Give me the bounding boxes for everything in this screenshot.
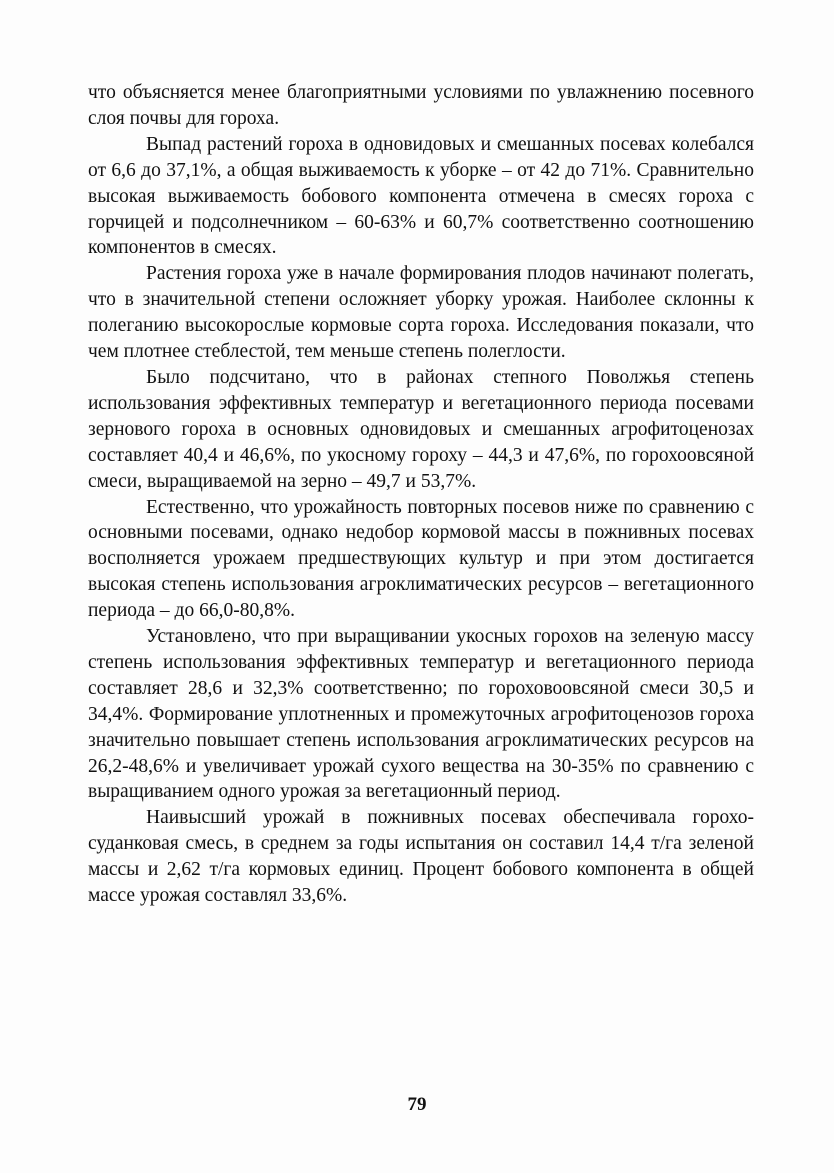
paragraph-3: Растения гороха уже в начале формирования плодов начинают полегать, что в значительной степени осложняет уборку урожая. Наиболее склонны к полеганию высокорослые кормовые сорта гороха. Исследования показали, что чем плотнее стеблестой, тем меньше степень полеглости. bbox=[88, 263, 754, 363]
paragraph-1: что объясняется менее благоприятными условиями по увлажнению посевного слоя почвы для гороха. bbox=[88, 82, 754, 129]
paragraph-2: Выпад растений гороха в одновидовых и смешанных посевах колебался от 6,6 до 37,1%, а общая выживаемость к уборке – от 42 до 71%. Сравнительно высокая выживаемость бобового компонента отмечена в смесях гороха с горчицей и подсолнечником – 60-63% и 60,7% соответственно соотношению компонентов в смесях. bbox=[88, 133, 754, 259]
page-number: 79 bbox=[407, 1094, 427, 1115]
paragraph-7: Наивысший урожай в пожнивных посевах обеспечивала горохо-суданковая смесь, в среднем за годы испытания он составил 14,4 т/га зеленой массы и 2,62 т/га кормовых единиц. Процент бобового компонента в общей массе урожая составлял 33,6%. bbox=[88, 807, 754, 907]
paragraph-4: Было подсчитано, что в районах степного Поволжья степень использования эффективных температур и вегетационного периода посевами зернового гороха в основных одновидовых и смешанных агрофитоценозах составляет 40,4 и 46,6%, по укосному гороху – 44,3 и 47,6%, по горохоовсяной смеси, выращиваемой на зерно – 49,7 и 53,7%. bbox=[88, 366, 754, 492]
paragraph-6: Установлено, что при выращивании укосных горохов на зеленую массу степень использования эффективных температур и вегетационного периода составляет 28,6 и 32,3% соответственно; по гороховоовсяной смеси 30,5 и 34,4%. Формирование уплотненных и промежуточных агрофитоценозов гороха значительно повышает степень использования агроклиматических ресурсов на 26,2-48,6% и увеличивает урожай сухого вещества на 30-35% по сравнению с выращиванием одного урожая за вегетационный период. bbox=[88, 626, 754, 803]
paragraph-5: Естественно, что урожайность повторных посевов ниже по сравнению с основными посевами, однако недобор кормовой массы в пожнивных посевах восполняется урожаем предшествующих культур и при этом достигается высокая степень использования агроклиматических ресурсов – вегетационного периода – до 66,0-80,8%. bbox=[88, 496, 754, 622]
body-text bbox=[88, 80, 754, 909]
